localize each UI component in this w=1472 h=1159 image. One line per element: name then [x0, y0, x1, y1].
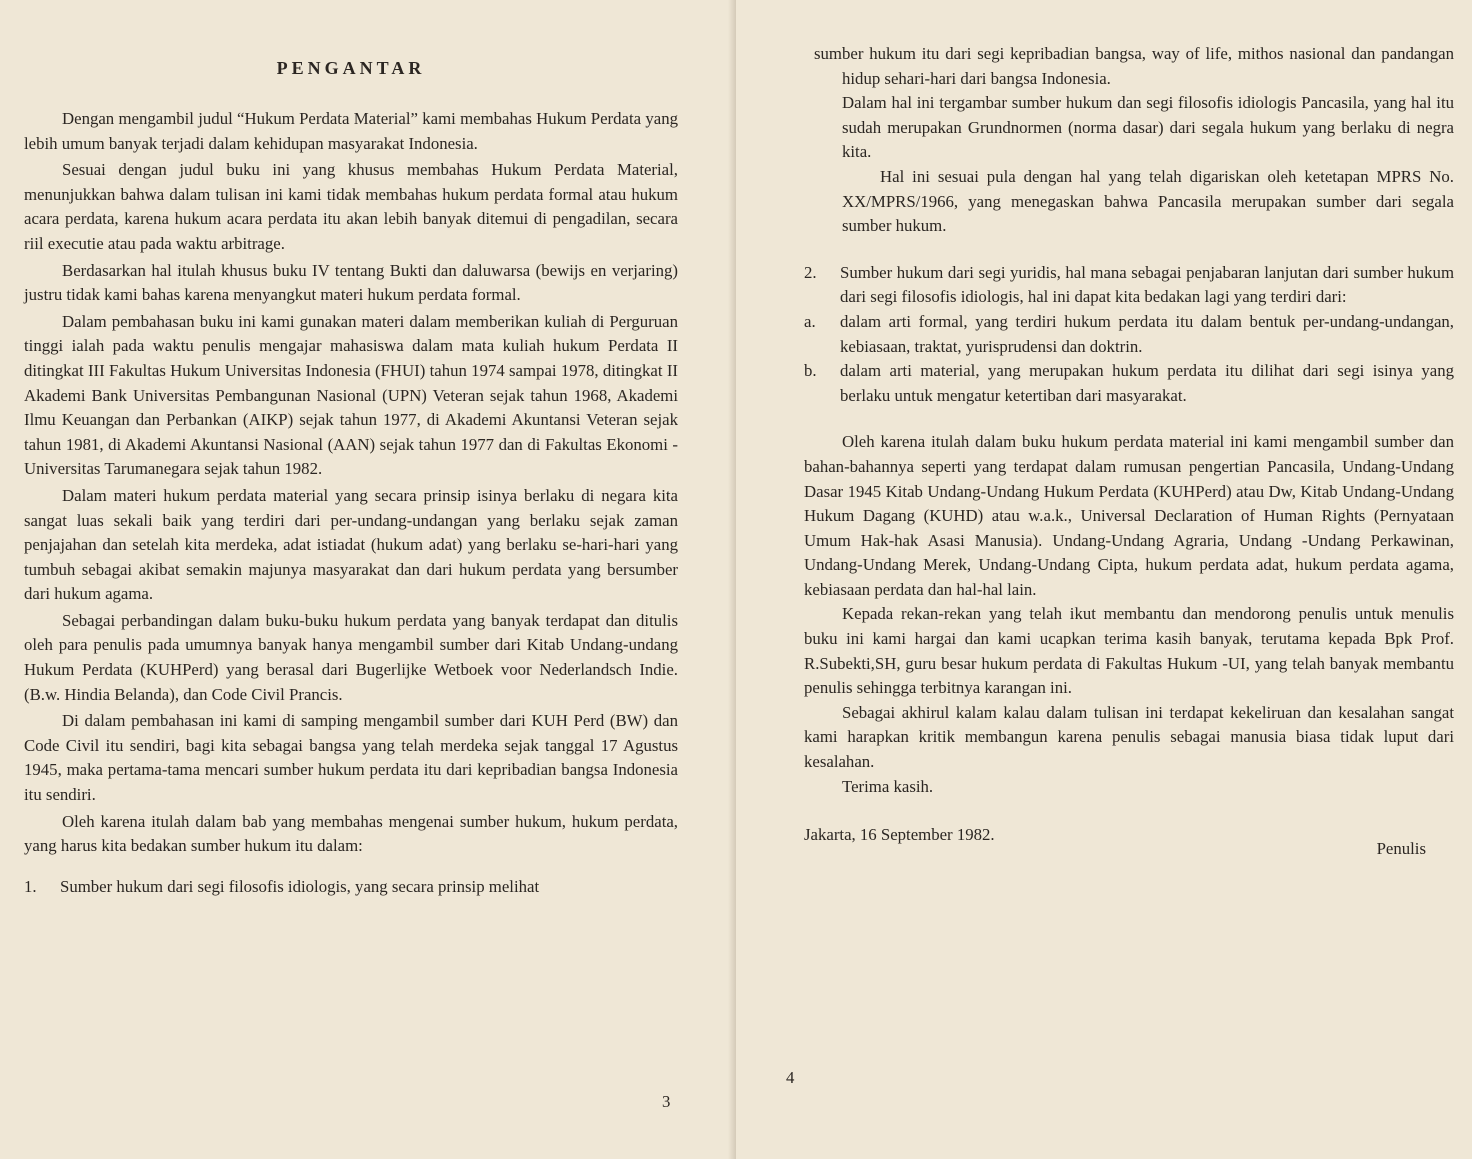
- list-item-2: [804, 261, 1454, 310]
- sub-letter: a.: [804, 311, 816, 331]
- sub-letter: b.: [804, 361, 817, 381]
- list-number: 1.: [24, 876, 37, 896]
- paragraph-7: Di dalam pembahasan ini kami di samping mengambil sumber dari KUH Perd (BW) dan Code Civil itu sendiri, bagi kita sebagai bangsa yang telah merdeka sejak tanggal 17 Agustus 1945, maka pertama-tama mencari sumber hukum perdata itu dari kepribadian bangsa Indonesia itu sendiri.: [24, 711, 678, 805]
- paragraph-8: Oleh karena itulah dalam bab yang membahas mengenai sumber hukum, hukum perdata, yang harus kita bedakan sumber hukum itu dalam:: [24, 811, 678, 856]
- list-text: Sumber hukum dari segi filosofis idiologis, yang secara prinsip melihat: [60, 876, 540, 896]
- paragraph-6: Sebagai perbandingan dalam buku-buku hukum perdata yang banyak terdapat dan ditulis oleh para penulis pada umumnya banyak hanya mengambil sumber dari Kitab Undang-undang Hukum Perdata (KUHPerd) yang berasal dari Bugerlijke Wetboek voor Nederlandsch Indie. (B.w. Hindia Belanda), dan Code Civil Prancis.: [24, 610, 678, 704]
- paragraph-sources: Oleh karena itulah dalam buku hukum perdata material ini kami mengambil sumber dan bahan-bahannya seperti yang terdapat dalam rumusan pengertian Pancasila, Undang-Undang Dasar 1945 Kitab Undang-Undang Hukum Perdata (KUHPerd) atau Dw, Kitab Undang-Undang Hukum Dagang (KUHD) atau w.a.k., Universal Declaration of Human Rights (Pernyataan Umum Hak-hak Asasi Manusia). Undang-Undang Agraria, Undang -Undang Perkawinan, Undang-Undang Merek, Undang-Undang Cipta, hukum perdata adat, hukum perdata agama, kebiasaan perdata dan hal-hal lain.: [804, 432, 1454, 599]
- paragraph-mprs: Hal ini sesuai pula dengan hal yang telah digariskan oleh ketetapan MPRS No. XX/MPRS/1966, yang menegaskan bahwa Pancasila merupakan sumber dari segala sumber hukum.: [842, 166, 1454, 236]
- spacer: [804, 408, 1454, 430]
- paragraph-1: Dengan mengambil judul “Hukum Perdata Material” kami membahas Hukum Perdata yang lebih umum banyak terjadi dalam kehidupan masyarakat Indonesia.: [24, 109, 678, 153]
- list-number: 2.: [804, 262, 817, 282]
- spacer: [24, 861, 678, 875]
- list-text: Sumber hukum dari segi yuridis, hal mana sebagai penjabaran lanjutan dari sumber hukum dari segi filosofis idiologis, hal ini dapat kita bedakan lagi yang terdiri dari:: [840, 262, 1454, 307]
- place-date: Jakarta, 16 September 1982.: [804, 825, 995, 845]
- paragraph-5: Dalam materi hukum perdata material yang secara prinsip isinya berlaku di negara kita sangat luas sekali baik yang terdiri dari per-undang-undangan yang berlaku sejak zaman penjajahan dan setelah kita merdeka, adat istiadat (hukum adat) yang berlaku se-hari-hari yang tumbuh sebagai akibat semakin majunya masyarakat dan dari hukum perdata yang bersumber dari hukum agama.: [24, 485, 678, 604]
- paragraph-pancasila: Dalam hal ini tergambar sumber hukum dan segi filosofis idiologis Pancasila, yang hal itu sudah merupakan Grundnormen (norma dasar) dari segala hukum yang berlaku di negra kita.: [842, 93, 1454, 162]
- sub-item-a: [804, 310, 1454, 359]
- sub-text: dalam arti formal, yang terdiri hukum perdata itu dalam bentuk per-undang-undangan, kebiasaan, traktat, yurisprudensi dan doktrin.: [840, 311, 1454, 356]
- paragraph-3: Berdasarkan hal itulah khusus buku IV tentang Bukti dan daluwarsa (bewijs en verjaring) justru tidak kami bahas karena menyangkut materi hukum perdata formal.: [24, 260, 678, 305]
- page-number-left: 3: [662, 1092, 671, 1111]
- sub-text: dalam arti material, yang merupakan hukum perdata itu dilihat dari segi isinya yang berlaku untuk mengatur ketertiban dari masyarakat.: [840, 361, 1454, 405]
- spacer: [804, 239, 1454, 261]
- paragraph-thanks: Kepada rekan-rekan yang telah ikut membantu dan mendorong penulis untuk menulis buku ini kami hargai dan kami ucapkan terima kasih banyak, terutama kepada Bpk Prof. R.Subekti,SH, guru besar hukum perdata di Fakultas Hukum -UI, yang telah banyak membantu penulis sehingga terbitnya karangan ini.: [804, 604, 1454, 698]
- right-page: [736, 0, 1472, 1159]
- signature: Penulis: [1376, 839, 1426, 859]
- item-1-continuation: [814, 42, 1454, 239]
- paragraph-4: Dalam pembahasan buku ini kami gunakan materi dalam memberikan kuliah di Perguruan tinggi ialah pada waktu penulis mengajar mahasiswa dalam mata kuliah hukum Perdata II ditingkat III Fakultas Hukum Universitas Indonesia (FHUI) tahun 1974 sampai 1978, ditingkat II Akademi Bank Universitas Pembangunan Nasional (UPN) Veteran sejak tahun 1968, Akademi Ilmu Keuangan dan Perbankan (AIKP) sejak tahun 1977, di Akademi Akuntansi Veteran sejak tahun 1981, di Akademi Akuntansi Nasional (AAN) sejak tahun 1977 dan di Fakultas Ekonomi - Universitas Tarumanegara sejak tahun 1982.: [24, 311, 678, 479]
- page-title: PENGANTAR: [276, 58, 426, 78]
- paragraph-closing: Sebagai akhirul kalam kalau dalam tulisan ini terdapat kekeliruan dan kesalahan sangat kami harapkan kritik membangun karena penulis sebagai manusia biasa tidak luput dari kesalahan.: [804, 702, 1454, 772]
- list-item-1: [24, 875, 678, 900]
- page-number-right: 4: [786, 1068, 795, 1087]
- sub-item-b: [804, 359, 1454, 408]
- paragraph-2: Sesuai dengan judul buku ini yang khusus membahas Hukum Perdata Material, menunjukkan bahwa dalam tulisan ini kami tidak membahas hukum perdata formal atau hukum acara perdata, karena hukum acara perdata itu akan lebih banyak ditemui di pengadilan, secara riil executie atau pada waktu arbitrage.: [24, 160, 678, 253]
- thank-you-line: Terima kasih.: [842, 776, 934, 796]
- continuation-paragraph: sumber hukum itu dari segi kepribadian bangsa, way of life, mithos nasional dan pandangan hidup sehari-hari dari bangsa Indonesia.: [814, 44, 1454, 88]
